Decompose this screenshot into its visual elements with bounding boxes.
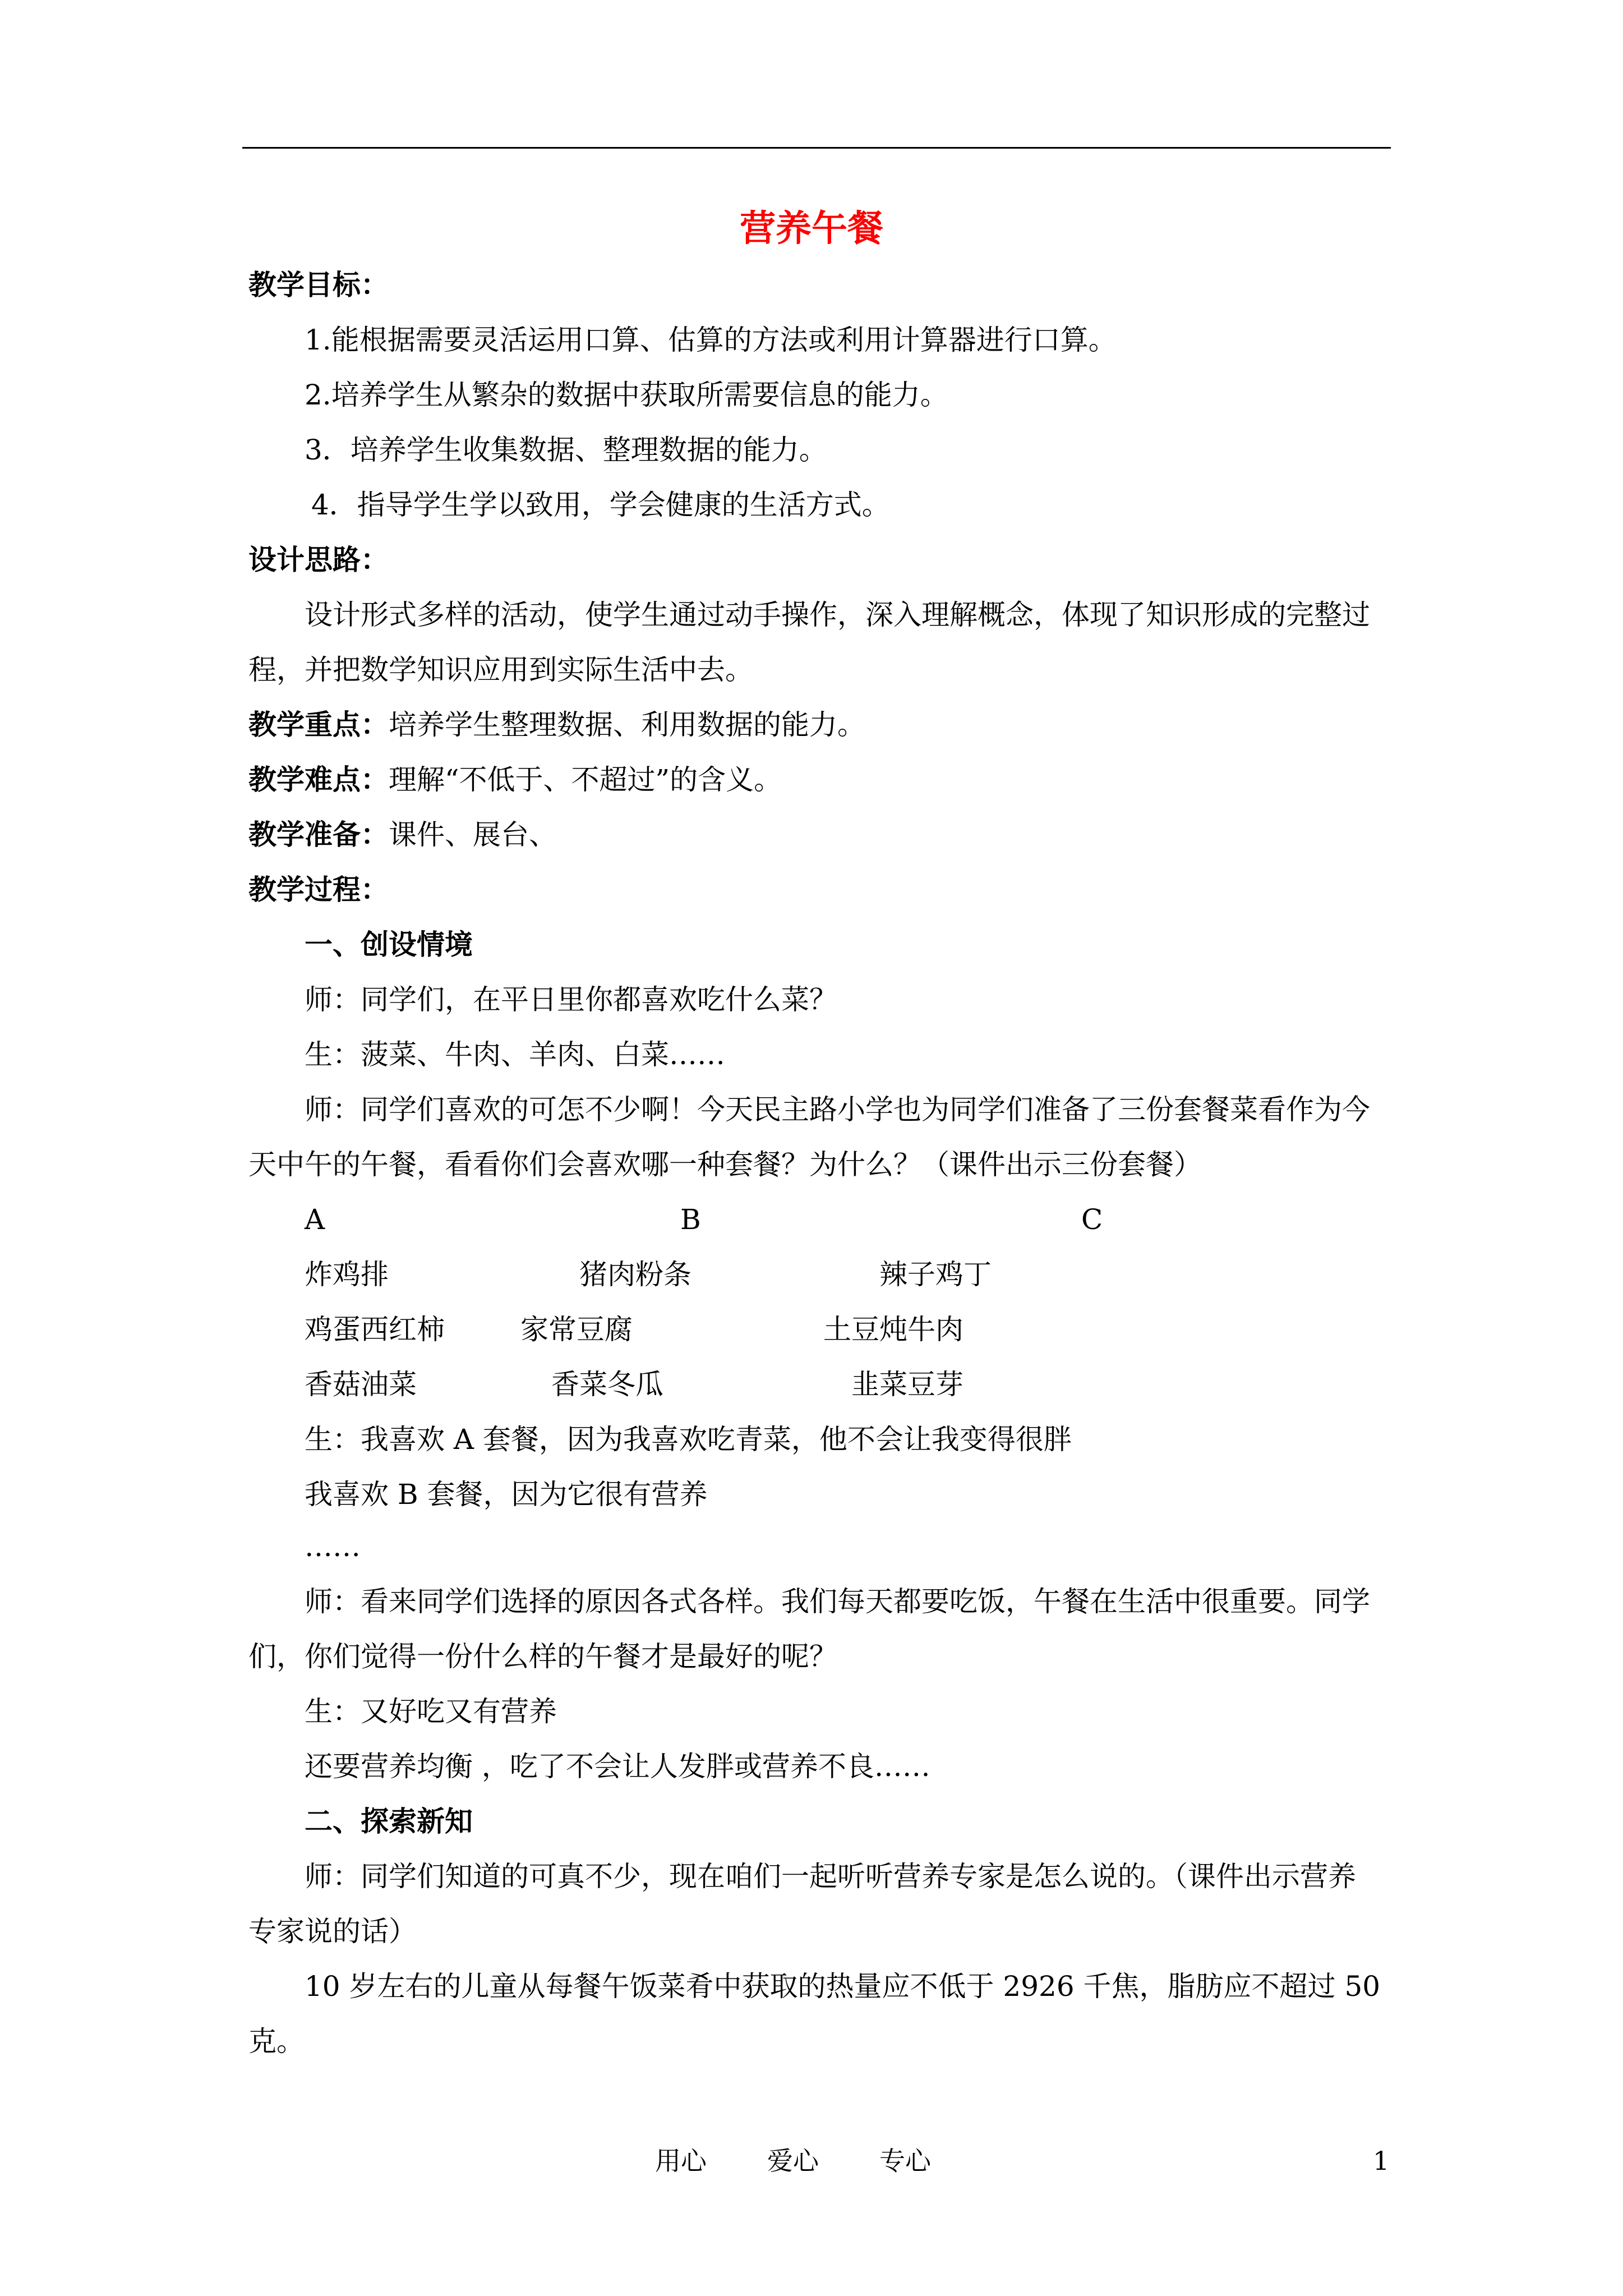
difficulty-text: 理解“不低于、不超过”的含义。 — [389, 763, 782, 796]
key-point — [248, 707, 865, 743]
difficulty-label: 教学难点： — [248, 763, 389, 796]
goal-item-1: 1.能根据需要灵活运用口算、估算的方法或利用计算器进行口算。 — [305, 324, 1117, 356]
dialogue-line-7: 还要营养均衡 ，吃了不会让人发胖或营养不良…… — [305, 1750, 930, 1783]
design-heading: 设计思路： — [248, 543, 389, 576]
part1-line-3: 师：同学们喜欢的可怎不少啊！今天民主路小学也为同学们准备了三份套餐菜看作为今 — [305, 1093, 1370, 1126]
process-heading: 教学过程： — [248, 873, 389, 906]
key-point-text: 培养学生整理数据、利用数据的能力。 — [389, 708, 865, 741]
part2-line-4: 克。 — [248, 2025, 305, 2058]
footer-motto-3: 专心 — [879, 2146, 931, 2176]
page-title: 营养午餐 — [740, 208, 883, 250]
goal-item-2: 2.培养学生从繁杂的数据中获取所需要信息的能力。 — [305, 379, 948, 411]
menu-item: 土豆炖牛肉 — [823, 1313, 963, 1346]
dialogue-line-1: 生：我喜欢 A 套餐，因为我喜欢吃青菜，他不会让我变得很胖 — [305, 1423, 1072, 1456]
goal-item-3: 3．培养学生收集数据、整理数据的能力。 — [305, 434, 827, 466]
part1-heading: 一、创设情境 — [305, 928, 473, 961]
menu-item: 香菜冬瓜 — [551, 1368, 663, 1401]
goal-item-4: 4．指导学生学以致用，学会健康的生活方式。 — [311, 489, 890, 521]
difficulty-point — [248, 762, 782, 798]
page-number: 1 — [1373, 2146, 1390, 2176]
part2-line-2: 专家说的话） — [248, 1915, 417, 1948]
dialogue-line-6: 生：又好吃又有营养 — [305, 1695, 557, 1728]
menu-item: 炸鸡排 — [305, 1258, 389, 1291]
menu-item: 家常豆腐 — [520, 1313, 633, 1346]
menu-header-b: B — [680, 1203, 701, 1236]
menu-item: 香菇油菜 — [305, 1368, 417, 1401]
menu-item: 韭菜豆芽 — [851, 1368, 963, 1401]
menu-item: 辣子鸡丁 — [879, 1258, 992, 1291]
part1-line-4: 天中午的午餐，看看你们会喜欢哪一种套餐？为什么？（课件出示三份套餐） — [248, 1148, 1202, 1181]
part1-line-1: 师：同学们，在平日里你都喜欢吃什么菜？ — [305, 983, 837, 1016]
goals-heading: 教学目标： — [248, 268, 389, 301]
part2-heading: 二、探索新知 — [305, 1805, 473, 1838]
menu-item: 鸡蛋西红柿 — [305, 1313, 445, 1346]
footer-motto-1: 用心 — [655, 2146, 707, 2176]
menu-header-a: A — [305, 1203, 325, 1236]
header-rule — [242, 147, 1391, 149]
preparation-text: 课件、展台、 — [389, 818, 557, 851]
dialogue-line-4: 师：看来同学们选择的原因各式各样。我们每天都要吃饭，午餐在生活中很重要。同学 — [305, 1585, 1370, 1618]
design-text-line-2: 程，并把数学知识应用到实际生活中去。 — [248, 654, 753, 686]
menu-item: 猪肉粉条 — [579, 1258, 691, 1291]
part1-line-2: 生：菠菜、牛肉、羊肉、白菜…… — [305, 1038, 725, 1071]
footer-motto-2: 爱心 — [767, 2146, 819, 2176]
menu-header-c: C — [1081, 1203, 1103, 1236]
preparation — [248, 817, 557, 853]
dialogue-line-3: …… — [305, 1530, 361, 1563]
preparation-label: 教学准备： — [248, 818, 389, 851]
dialogue-line-2: 我喜欢 B 套餐，因为它很有营养 — [305, 1478, 708, 1511]
key-point-label: 教学重点： — [248, 708, 389, 741]
part2-line-3: 10 岁左右的儿童从每餐午饭菜肴中获取的热量应不低于 2926 千焦，脂肪应不超过 50 — [305, 1970, 1381, 2003]
part2-line-1: 师：同学们知道的可真不少，现在咱们一起听听营养专家是怎么说的。（课件出示营养 — [305, 1860, 1356, 1893]
dialogue-line-5: 们，你们觉得一份什么样的午餐才是最好的呢？ — [248, 1640, 837, 1673]
design-text-line-1: 设计形式多样的活动，使学生通过动手操作，深入理解概念，体现了知识形成的完整过 — [305, 599, 1370, 631]
